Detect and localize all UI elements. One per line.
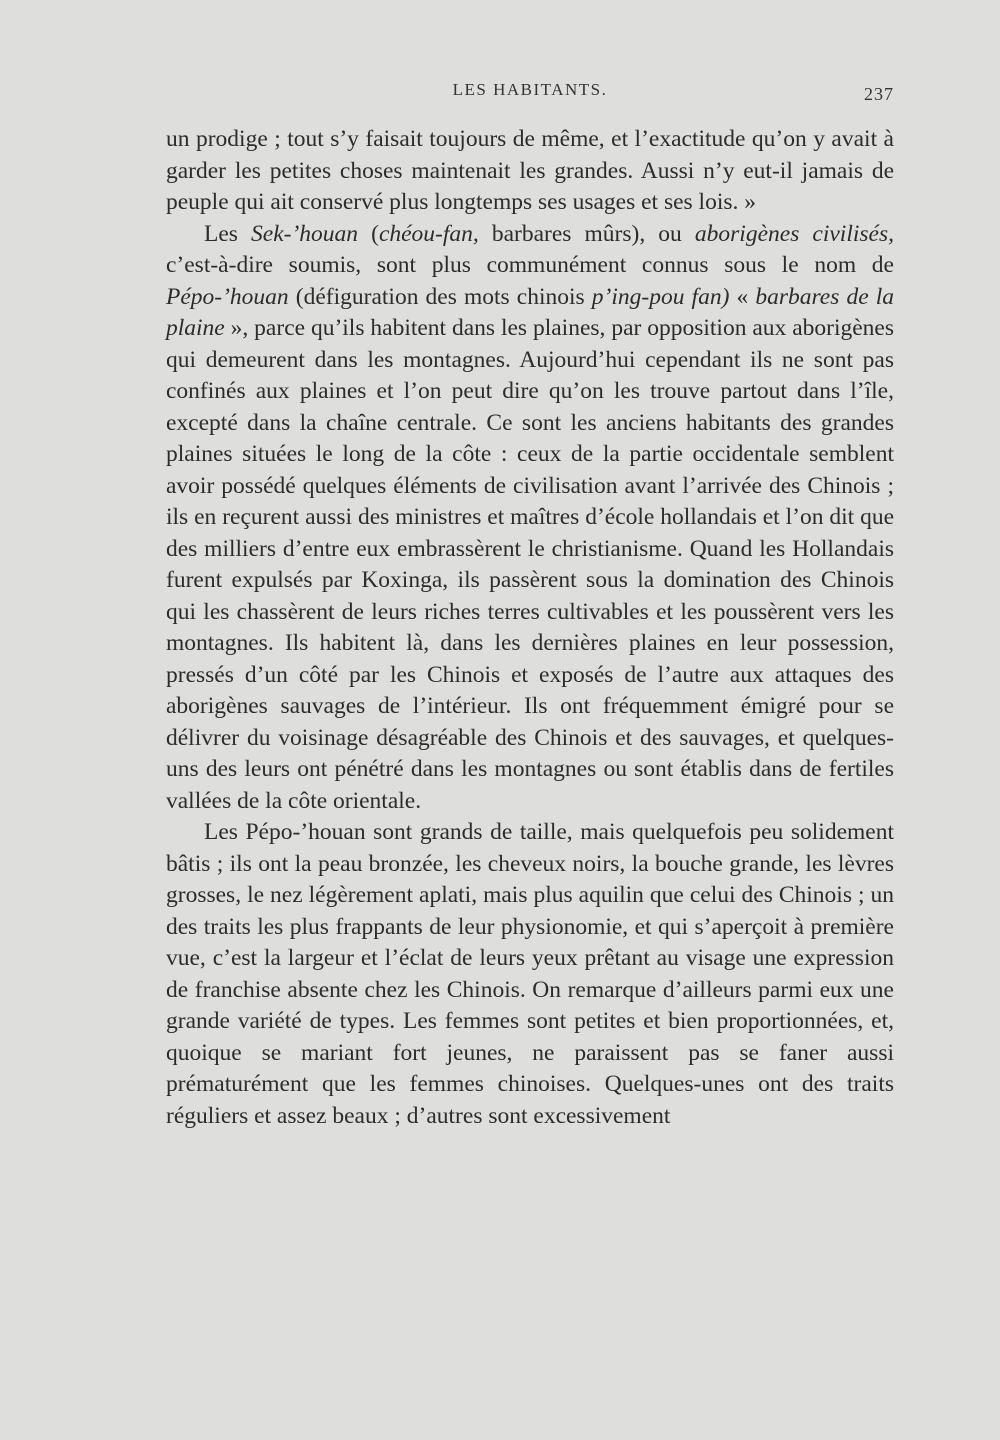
text-segment: barbares mûrs), ou <box>478 220 695 247</box>
italic-text-segment: p’ing-pou fan) <box>591 283 730 310</box>
text-segment: « <box>729 283 756 310</box>
paragraph-3 <box>166 817 894 1132</box>
text-segment: c’est-à-dire soumis, sont plus communément connus sous le nom de <box>166 252 894 278</box>
paragraph-2 <box>166 219 894 818</box>
italic-text-segment: Pépo-’houan <box>166 283 289 310</box>
page-number: 237 <box>864 84 894 104</box>
italic-text-segment: chéou-fan, <box>378 220 479 247</box>
paragraph-1 <box>166 124 894 219</box>
italic-text-segment: Sek-’houan <box>251 220 359 247</box>
text-segment: un prodige ; tout s’y faisait toujours de même, et l’exactitude qu’on y avait à garder les petites choses maintenait les grandes. Aussi n’y eut-il jamais de peuple qui ait conservé plus longtemps ses usages et ses lois. » <box>166 126 894 215</box>
text-segment: Les Pépo-’houan sont grands de taille, mais quelquefois peu solidement bâtis ; ils ont la peau bronzée, les cheveux noirs, la bouche grande, les lèvres grosses, le nez légèrement aplati, mais plus aquilin que celui des Chinois ; un des traits les plus frappants de leur physionomie, et qui s’aperçoit à première vue, c’est la largeur et l’éclat de leurs yeux prêtant au visage une expression de franchise absente chez les Chinois. On remarque d’ailleurs parmi eux une grande variété de types. Les femmes sont petites et bien proportionnées, et, quoique se mariant fort jeunes, ne paraissent pas se faner aussi prématurément que les femmes chinoises. Quelques-unes ont des traits réguliers et assez beaux ; d’autres sont excessivement <box>166 819 894 1129</box>
text-segment: », parce qu’ils habitent dans les plaines, par opposition aux aborigènes qui demeurent dans les montagnes. Aujourd’hui cependant ils ne sont pas confinés aux plaines et l’on peut dire qu’on les trouve partout dans l’île, excepté dans la chaîne centrale. Ce sont les anciens habitants des grandes plaines situées le long de la côte : ceux de la partie occidentale semblent avoir possédé quelques éléments de civilisation avant l’arrivée des Chinois ; ils en reçurent aussi des ministres et maîtres d’école hollandais et l’on dit que des milliers d’entre eux embrassèrent le christianisme. Quand les Hollandais furent expulsés par Koxinga, ils passèrent sous la domination des Chinois qui les chassèrent de leurs riches terres cultivables et les poussèrent vers les montagnes. Ils habitent là, dans les dernières plaines en leur possession, pressés d’un côté par les Chinois et exposés de l’autre aux attaques des aborigènes sauvages de l’intérieur. Ils ont fréquemment émigré pour se délivrer du voisinage désagréable des Chinois et des sauvages, et quelques-uns des leurs ont pénétré dans les montagnes ou sont établis dans de fertiles vallées de la côte orientale. <box>166 315 894 814</box>
running-header <box>166 80 894 110</box>
text-segment: (défiguration des mots chinois <box>288 283 592 310</box>
text-segment: ( <box>358 220 379 247</box>
text-segment: Les <box>204 220 252 247</box>
italic-text-segment: barbares de la plaine <box>166 283 895 341</box>
body-text <box>166 124 894 1132</box>
italic-text-segment: aborigènes civilisés, <box>694 220 894 247</box>
running-title: LES HABITANTS. <box>452 80 608 99</box>
